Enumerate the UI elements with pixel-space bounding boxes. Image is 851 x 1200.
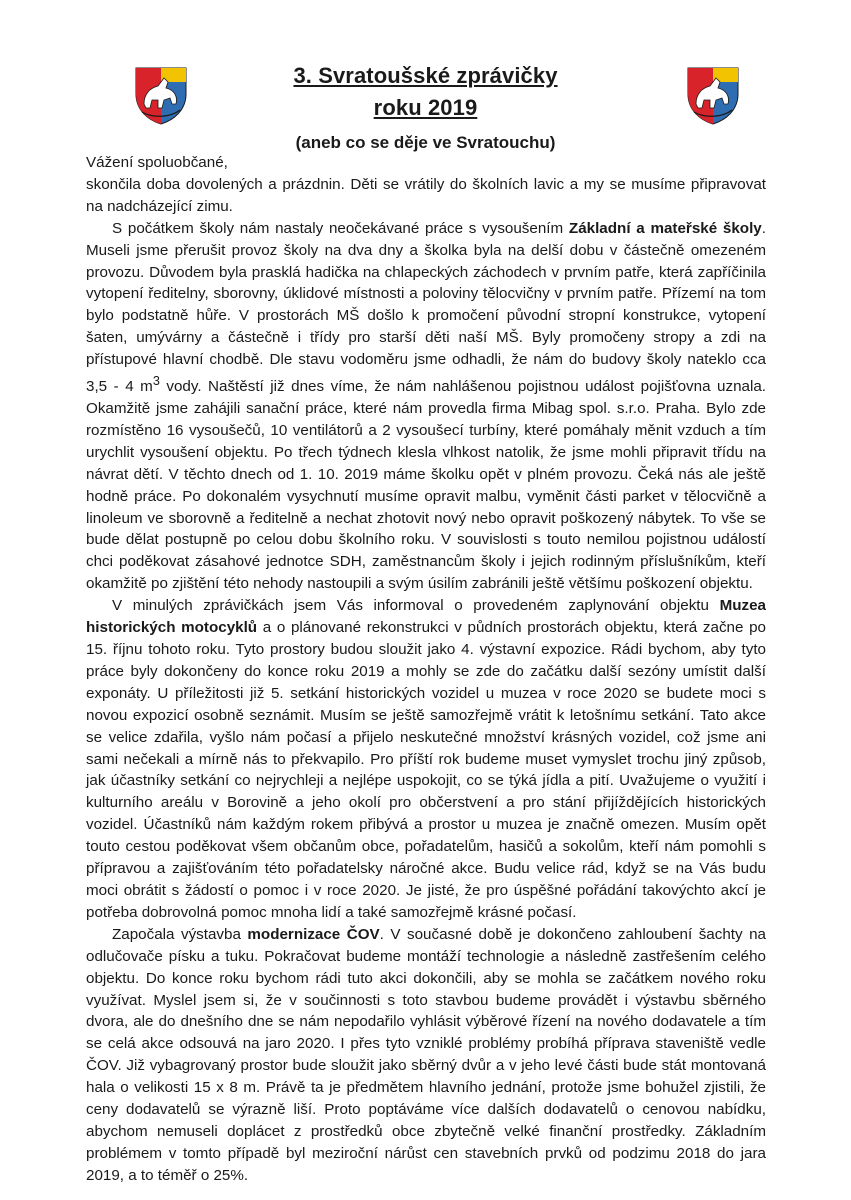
paragraph-museum bbox=[86, 595, 766, 924]
paragraph-wastewater-text-c: . V současné době je dokončeno zahloubení šachty na odlučovače písku a tuku. Pokračovat budeme montáží technologie a následně zastřešením celého objektu. Do konce roku bychom rádi tuto akci dokončili, aby se mohla se začátkem nového roku využívat. Myslel jsem si, že v součinnosti s toto stavbou budeme provádět i výstavbu sběrného dvora, ale do dnešního dne se nám nepodařilo vyhlásit výběrové řízení na nového dodavatele a tím se celá akce odsouvá na jaro 2020. I přes tyto vzniklé problémy probíhá příprava staveniště vedle ČOV. Již vybagrovaný prostor bude sloužit jako sběrný dvůr a v jeho levé části bude stát montovaná hala o velikosti 15 x 8 m. Právě ta je předmětem hlavního jednání, protože jsme bohužel zjistili, že ceny dodavatelů se výrazně liší. Proto poptáváme více dalších dodavatelů o cenovou nabídku, abychom nemuseli doplácet z prostředků obce zbytečně velké finanční prostředky. Základním problémem v tomto případě byl meziroční nárůst cen stavebních prvků od podzimu 2018 do jara 2019, a to téměř o 25%. bbox=[86, 925, 766, 1184]
subtitle: (aneb co se děje ve Svratouchu) bbox=[295, 133, 556, 152]
wastewater-highlight: modernizace ČOV bbox=[247, 925, 380, 943]
museum-highlight: Muzea historických motocyklů bbox=[86, 597, 766, 637]
paragraph-school bbox=[86, 218, 766, 595]
paragraph-wastewater bbox=[86, 924, 766, 1187]
paragraph-school-text-a: S počátkem školy nám nastaly neočekávané práce s vysoušením bbox=[112, 219, 569, 237]
paragraph-museum-text-c: a o plánované rekonstrukci v půdních prostorách objektu, která začne po 15. říjnu tohoto roku. Tyto prostory budou sloužit jako 4. výstavní expozice. Rádi bychom, aby tyto práce byly dokončeny do konce roku 2019 a mohly se zde do začátku další sezóny umístit další exponáty. U příležitosti již 5. setkání historických vozidel u muzea v roce 2020 se budete moci s novou expozicí osobně seznámit. Musím se ještě samozřejmě vrátit k letošnímu setkání. Tato akce se velice zdařila, vyšlo nám počasí a přijelo neskutečné množství krásných vozidel, což jsme ani sami nečekali a mírně nás to překvapilo. Pro příští rok budeme muset vymyslet trochu jiný způsob, jak účastníky setkání co nejrychleji a nejlépe uspokojit, co se týká jídla a pití. Uvažujeme o využití i kulturního areálu v Borovině a jeho okolí pro občerstvení a pro stání přijíždějících historických vozidel. Účastníků nám každým rokem přibývá a prostor u muzea je značně omezen. Musím opět touto cestou poděkovat všem občanům obce, pořadatelům, hasičů a sokolům, kteří nám pomohli s přípravou a zajišťováním této pořadatelsky náročné akce. Budu velice rád, když se na Vás budu moci obrátit s žádostí o pomoc i v roce 2020. Je jisté, že pro úspěšné pořádání takovýchto akcí je potřeba dobrovolná pomoc mnoha lidí a také samozřejmě krásné počasí. bbox=[86, 619, 766, 921]
document-header bbox=[0, 60, 851, 156]
paragraph-wastewater-text-a: Započala výstavba bbox=[112, 925, 248, 943]
cubic-superscript: 3 bbox=[152, 374, 160, 389]
title-line-1: 3. Svratoušské zprávičky bbox=[293, 63, 558, 88]
paragraph-school-text-d: vody. Naštěstí již dnes víme, že nám nahlášenou pojistnou událost pojišťovna uznala. Okamžitě jsme zahájili sanační práce, které nám provedla firma Mibag spol. s.r.o. Praha. Bylo zde rozmístěno 16 vysoušečů, 10 ventilátorů a 2 vysoušecí turbíny, které pomáhaly měnit vzduch a tím urychlit vysoušení objektu. Po třech týdnech klesla vlhkost natolik, že jsme mohli připravit třídu na návrat dětí. V těchto dnech od 1. 10. 2019 máme školku opět v plném provozu. Čeká nás ale ještě hodně práce. Po dokonalém vysychnutí musíme opravit malbu, vyměnit části parket v tělocvičně a linoleum ve sborovně a ředitelně a nechat zhotovit nový nebo opravit poškozený nábytek. To vše se bude dělat postupně po celou dobu školního roku. V souvislosti s touto nemilou pojistnou událostí chci poděkovat zásahové jednotce SDH, zaměstnancům školy i jejich rodinným příslušníkům, kteří okamžitě po zjištění této nehody nastoupili a svým úsilím zabránili ještě většímu poškození objektu. bbox=[86, 378, 766, 593]
paragraph-museum-text-a: V minulých zprávičkách jsem Vás informoval o provedeném zaplynování objektu bbox=[112, 597, 720, 615]
paragraph-intro: skončila doba dovolených a prázdnin. Děti se vrátily do školních lavic a my se musíme připravovat na nadcházející zimu. bbox=[86, 175, 766, 215]
letter-body bbox=[86, 152, 766, 1187]
title-line-2: roku 2019 bbox=[373, 95, 478, 120]
salutation: Vážení spoluobčané, bbox=[86, 154, 228, 171]
paragraph-school-text-c: . Museli jsme přerušit provoz školy na dva dny a školka byla na delší dobu v částečně omezeném provozu. Důvodem byla prasklá hadička na chlapeckých záchodech v prvním patře, která zapříčinila vytopení ředitelny, sborovny, úklidové místnosti a poloviny tělocvičny v prvním patře. Přízemí na tom bylo podstatně hůře. V prostorách MŠ došlo k promočení původní stropní konstrukce, vytopení šaten, umývárny a částečně i třídy pro starší děti naší MŠ. Byly promočeny stropy a zdi na přístupové hlavní chodbě. Dle stavu vodoměru jsme odhadli, že nám do budovy školy nateklo cca 3,5 - 4 m bbox=[86, 219, 766, 396]
school-highlight: Základní a mateřské školy bbox=[568, 219, 762, 237]
